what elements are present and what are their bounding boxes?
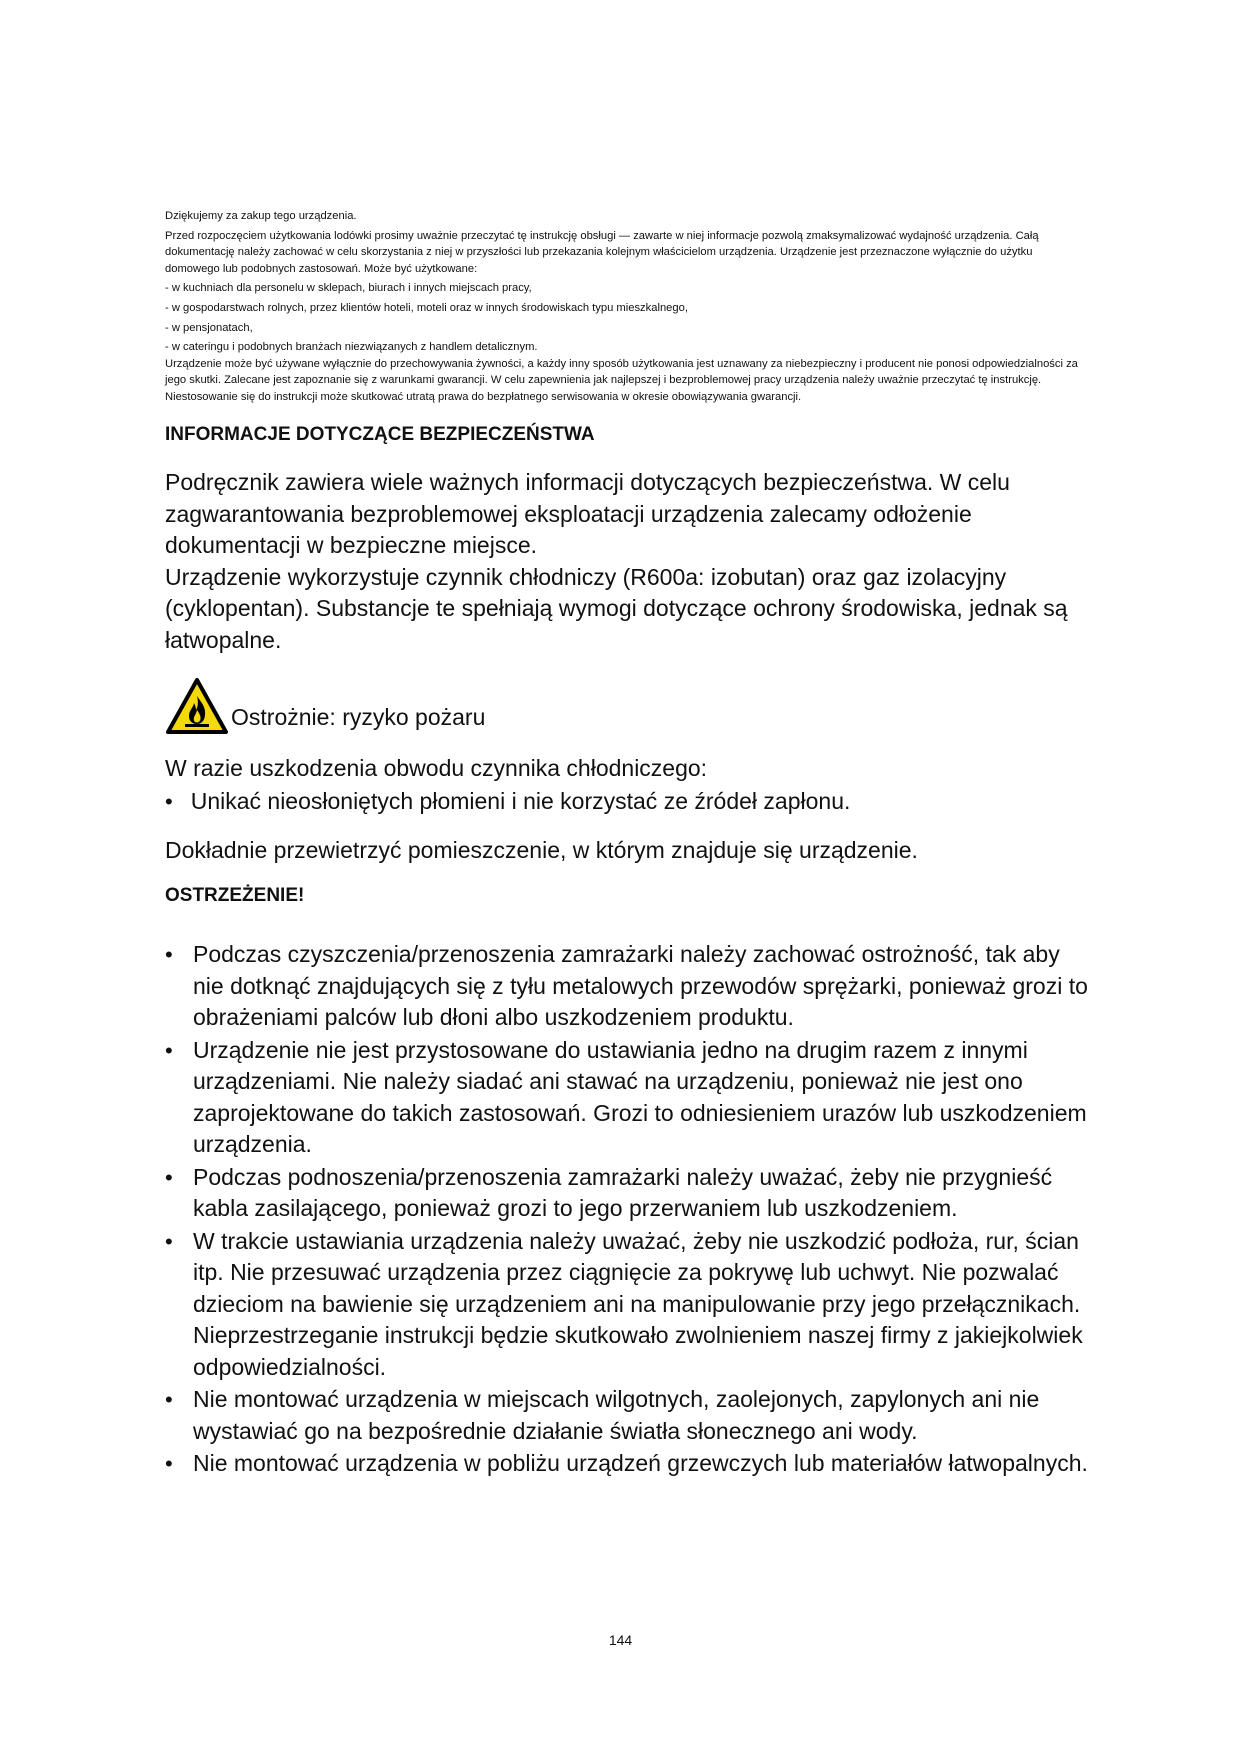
warning-list (165, 939, 1095, 1481)
intro-use-item: - w pensjonatach, (165, 321, 253, 334)
warning-item-text: Podczas podnoszenia/przenoszenia zamrażarki należy uważać, żeby nie przygnieść kabla zasilającego, ponieważ grozi to jego przerwaniem lub uszkodzeniem. (193, 1163, 1053, 1221)
intro-use-item: - w cateringu i podobnych branżach niezwiązanych z handlem detalicznym. (165, 341, 538, 354)
safety-paragraphs (165, 467, 1105, 656)
intro-section (165, 208, 1085, 406)
bullet-icon: • (165, 1037, 173, 1063)
intro-use-item: - w kuchniach dla personelu w sklepach, biurach i innych miejscach pracy, (165, 282, 532, 295)
page-number: 144 (608, 1632, 633, 1648)
intro-closing: Urządzenie może być używane wyłącznie do przechowywania żywności, a każdy inny sposób użytkowania jest uznawany za niebezpieczny i producent nie ponosi odpowiedzialności za jego skutki. Zalecane jest zapoznanie się z warunkami gwarancji. W celu zapewnienia jak najlepszej i bezproblemowej pracy urządzenia należy uważnie przeczytać tę instrukcję. Niestosowanie się do instrukcji może skutkować utratą prawa do bezpłatnego serwisowania w okresie obowiązywania gwarancji. (165, 357, 1078, 403)
intro-use-item: - w gospodarstwach rolnych, przez klientów hoteli, moteli oraz w innych środowiskach typu mieszkalnego, (165, 301, 688, 314)
list-item (165, 1226, 1095, 1384)
intro-text: Przed rozpoczęciem użytkowania lodówki prosimy uważnie przeczytać tę instrukcję obsługi — zawarte w niej informacje pozwolą zmaksymalizować wydajność urządzenia. Całą dokumentację należy zachować w celu skorzystania z niej w przyszłości lub przekazania kolejnym właścicielom urządzenia. Urządzenie jest przeznaczone wyłącznie do użytku domowego lub podobnych zastosowań. Może być użytkowane: (165, 229, 1039, 275)
list-item (165, 1384, 1095, 1447)
damage-intro: W razie uszkodzenia obwodu czynnika chłodniczego: (165, 755, 708, 781)
list-item (165, 1448, 1095, 1480)
bullet-icon: • (165, 789, 173, 814)
list-item (165, 1035, 1095, 1161)
bullet-icon: • (165, 1228, 173, 1254)
warning-item-text: Nie montować urządzenia w pobliżu urządzeń grzewczych lub materiałów łatwopalnych. (193, 1450, 1088, 1476)
damage-bullet-text: Unikać nieosłoniętych płomieni i nie korzystać ze źródeł zapłonu. (190, 788, 851, 814)
safety-heading: INFORMACJE DOTYCZĄCE BEZPIECZEŃSTWA (165, 424, 595, 445)
bullet-icon: • (165, 1164, 173, 1190)
intro-thanks: Dziękujemy za zakup tego urządzenia. (165, 210, 357, 222)
safety-paragraph: Podręcznik zawiera wiele ważnych informacji dotyczących bezpieczeństwa. W celu zagwarantowania bezproblemowej eksploatacji urządzenia zalecamy odłożenie dokumentacji w bezpieczne miejsce. (165, 469, 1010, 558)
list-item (165, 1162, 1095, 1225)
warning-item-text: Urządzenie nie jest przystosowane do ustawiania jedno na drugim razem z innymi urządzeniami. Nie należy siadać ani stawać na urządzeniu, ponieważ nie jest ono zaprojektowane do takich zastosowań. Grozi to odniesieniem urazów lub uszkodzeniem urządzenia. (193, 1036, 1087, 1157)
safety-paragraph: Urządzenie wykorzystuje czynnik chłodniczy (R600a: izobutan) oraz gaz izolacyjny (cyklopentan). Substancje te spełniają wymogi dotyczące ochrony środowiska, jednak są łatwopalne. (165, 563, 1068, 653)
warning-item-text: W trakcie ustawiania urządzenia należy uważać, żeby nie uszkodzić podłoża, rur, ścian itp. Nie przesuwać urządzenia przez ciągnięcie za pokrywę lub uchwyt. Nie pozwalać dzieciom na bawienie się urządzeniem ani na manipulowanie przy jego przełącznikach. Nieprzestrzeganie instrukcji będzie skutkowało zwolnieniem naszej firmy z jakiejkolwiek odpowiedzialności. (193, 1227, 1083, 1380)
damage-bullet (165, 786, 850, 818)
flammable-warning-icon (165, 677, 229, 735)
bullet-icon: • (165, 942, 173, 967)
warning-heading: OSTRZEŻENIE! (165, 885, 305, 906)
fire-caution (165, 669, 485, 735)
list-item (165, 939, 1095, 1034)
bullet-icon: • (165, 1451, 173, 1476)
warning-item-text: Podczas czyszczenia/przenoszenia zamrażarki należy zachować ostrożność, tak aby nie dotknąć znajdujących się z tyłu metalowych przewodów sprężarki, ponieważ grozi to obrażeniami palców lub dłoni albo uszkodzeniem produktu. (193, 941, 1088, 1030)
bullet-icon: • (165, 1387, 173, 1412)
warning-item-text: Nie montować urządzenia w miejscach wilgotnych, zaolejonych, zapylonych ani nie wystawiać go na bezpośrednie działanie światła słonecznego ani wody. (193, 1386, 1040, 1444)
ventilate-text: Dokładnie przewietrzyć pomieszczenie, w którym znajduje się urządzenie. (165, 837, 918, 863)
caution-text: Ostrożnie: ryzyko pożaru (231, 704, 486, 730)
